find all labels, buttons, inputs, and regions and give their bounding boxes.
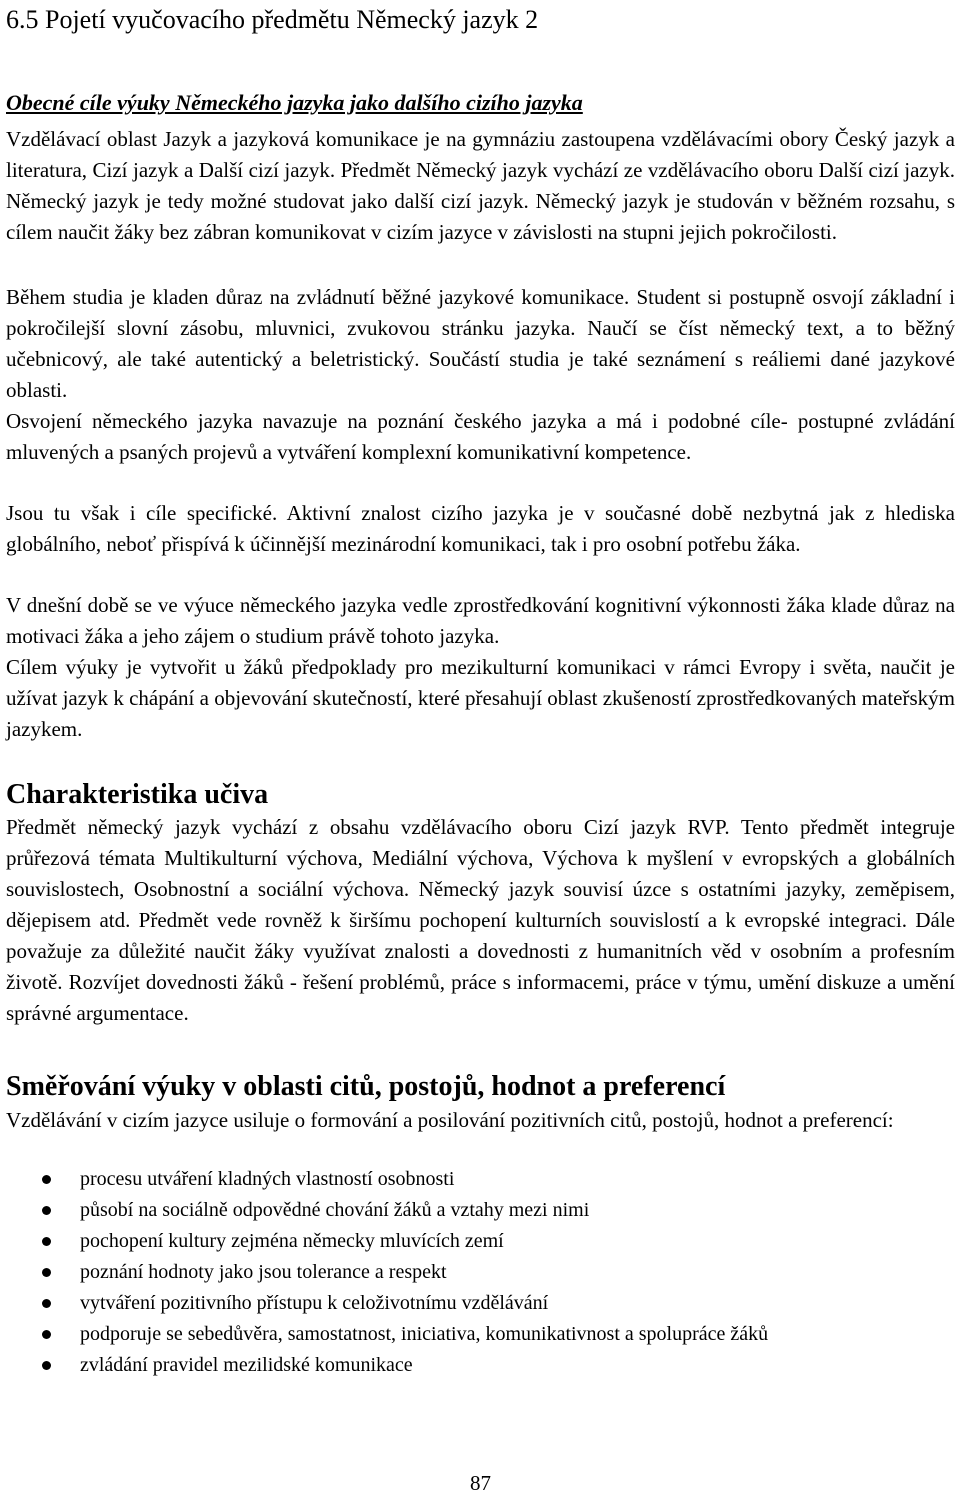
- goals-paragraph-1: Vzdělávací oblast Jazyk a jazyková komunikace je na gymnáziu zastoupena vzdělávacími obory Český jazyk a literatura, Cizí jazyk a Další cizí jazyk. Předmět Německý jazyk vychází ze vzdělávacího oboru Další cizí jazyk. Německý jazyk je tedy možné studovat jako další cizí jazyk. Německý jazyk je studován v běžném rozsahu, s cílem naučit žáky bez zábran komunikovat v cizím jazyce v závislosti na stupni jejich pokročilosti.: [6, 127, 955, 244]
- section-title: 6.5 Pojetí vyučovacího předmětu Německý jazyk 2: [6, 5, 539, 34]
- bullet-icon: [42, 1361, 51, 1370]
- goals-paragraph-6: Cílem výuky je vytvořit u žáků předpoklady pro mezikulturní komunikaci v rámci Evropy i světa, naučit je užívat jazyk k chápání a objevování skutečností, které přesahují oblast zkušeností zprostředkovaných mateřským jazykem.: [6, 655, 955, 741]
- list-item-text: pochopení kultury zejména německy mluvících zemí: [80, 1230, 504, 1252]
- list-item-text: procesu utváření kladných vlastností osobnosti: [80, 1168, 455, 1190]
- goals-paragraph-3: Osvojení německého jazyka navazuje na poznání českého jazyka a má i podobné cíle- postupné zvládání mluvených a psaných projevů a vytváření komplexní komunikativní kompetence.: [6, 409, 955, 464]
- bullet-icon: [42, 1175, 51, 1184]
- list-item: [6, 1350, 955, 1381]
- characteristics-heading: Charakteristika učiva: [6, 779, 269, 810]
- bullet-icon: [42, 1206, 51, 1215]
- list-item: [6, 1288, 955, 1319]
- goals-paragraph-5: V dnešní době se ve výuce německého jazyka vedle zprostředkování kognitivní výkonnosti žáka klade důraz na motivaci žáka a jeho zájem o studium právě tohoto jazyka.: [6, 593, 955, 648]
- preferences-list: [6, 1164, 955, 1381]
- list-item-text: podporuje se sebedůvěra, samostatnost, iniciativa, komunikativnost a spolupráce žáků: [80, 1323, 769, 1345]
- direction-intro: Vzdělávání v cizím jazyce usiluje o formování a posilování pozitivních citů, postojů, hodnot a preferencí:: [6, 1108, 894, 1132]
- list-item: [6, 1195, 955, 1226]
- page-number: 87: [470, 1471, 491, 1495]
- direction-heading: Směřování výuky v oblasti citů, postojů, hodnot a preferencí: [6, 1071, 726, 1102]
- bullet-icon: [42, 1237, 51, 1246]
- bullet-icon: [42, 1299, 51, 1308]
- bullet-icon: [42, 1330, 51, 1339]
- characteristics-paragraph: Předmět německý jazyk vychází z obsahu vzdělávacího oboru Cizí jazyk RVP. Tento předmět integruje průřezová témata Multikulturní výchova, Mediální výchova, Výchova k myšlení v evropských a globálních souvislostech, Osobnostní a sociální výchova. Německý jazyk souvisí úzce s ostatními jazyky, zeměpisem, dějepisem atd. Předmět vede rovněž k širšímu pochopení kulturních souvislostí a k evropské integraci. Dále považuje za důležité naučit žáky využívat znalosti a dovednosti z humanitních věd v osobním a profesním životě. Rozvíjet dovednosti žáků - řešení problémů, práce s informacemi, práce v týmu, umění diskuze a umění správné argumentace.: [6, 815, 955, 1025]
- goals-heading: Obecné cíle výuky Německého jazyka jako dalšího cizího jazyka: [6, 90, 583, 115]
- list-item: [6, 1319, 955, 1350]
- list-item: [6, 1257, 955, 1288]
- list-item: [6, 1164, 955, 1195]
- goals-paragraph-2: Během studia je kladen důraz na zvládnutí běžné jazykové komunikace. Student si postupně osvojí základní i pokročilejší slovní zásobu, mluvnici, zvukovou stránku jazyka. Naučí se číst německý text, a to běžný učebnicový, ale také autentický a beletristický. Součástí studia je také seznámení s reáliemi dané jazykové oblasti.: [6, 285, 955, 402]
- list-item-text: zvládání pravidel mezilidské komunikace: [80, 1354, 413, 1376]
- list-item-text: působí na sociálně odpovědné chování žáků a vztahy mezi nimi: [80, 1199, 590, 1221]
- list-item: [6, 1226, 955, 1257]
- bullet-icon: [42, 1268, 51, 1277]
- list-item-text: vytváření pozitivního přístupu k celoživotnímu vzdělávání: [80, 1292, 549, 1314]
- goals-paragraph-4: Jsou tu však i cíle specifické. Aktivní znalost cizího jazyka je v současné době nezbytná jak z hlediska globálního, neboť přispívá k účinnější mezinárodní komunikaci, tak i pro osobní potřebu žáka.: [6, 501, 955, 556]
- list-item-text: poznání hodnoty jako jsou tolerance a respekt: [80, 1261, 447, 1283]
